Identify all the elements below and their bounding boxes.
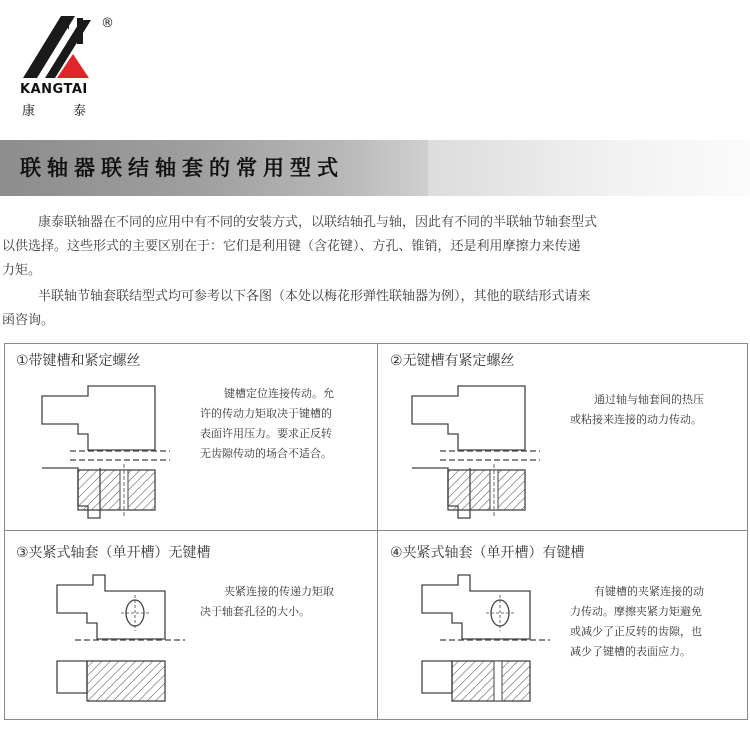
cell-1-coupling-drawing <box>30 376 175 526</box>
cell-4-desc-line: 有键槽的夹紧连接的动 <box>594 585 704 598</box>
cell-4-title: ④夹紧式轴套（单开槽）有键槽 <box>390 545 585 561</box>
registered-mark: ® <box>101 16 114 31</box>
cell-3-coupling-drawing <box>45 565 195 715</box>
grid-divider-vertical <box>377 343 378 719</box>
brand-name-en: KANGTAI <box>20 82 88 97</box>
cell-2-desc-line: 通过轴与轴套间的热压 <box>594 393 704 406</box>
intro-p2-line: 函咨询。 <box>2 313 55 328</box>
cell-3-title: ③夹紧式轴套（单开槽）无键槽 <box>16 545 211 561</box>
cell-1-description <box>200 384 334 464</box>
cell-1-desc-line: 无齿隙传动的场合不适合。 <box>200 447 332 460</box>
brand-name-cn-1: 康 <box>22 104 36 119</box>
intro-p1-line: 康泰联轴器在不同的应用中有不同的安装方式，以联结轴孔与轴，因此有不同的半联轴节轴套型式 <box>38 215 598 230</box>
cell-3-desc-line: 夹紧连接的传递力矩取 <box>224 585 334 598</box>
cell-1-desc-line: 键槽定位连接传动。允 <box>224 387 334 400</box>
cell-2-desc-line: 或粘接来连接的动力传动。 <box>570 413 702 426</box>
intro-p2-line: 半联轴节轴套联结型式均可参考以下各图（本处以梅花形弹性联轴器为例），其他的联结形式请来 <box>38 289 591 304</box>
intro-p1-line: 力矩。 <box>2 263 42 278</box>
cell-3-description <box>200 582 334 622</box>
cell-4-description <box>570 582 704 662</box>
cell-2-description <box>570 390 704 430</box>
grid-divider-horizontal <box>4 530 747 531</box>
cell-4-desc-line: 减少了键槽的表面应力。 <box>570 645 691 658</box>
cell-2-coupling-drawing <box>400 376 545 526</box>
cell-2-title: ②无键槽有紧定螺丝 <box>390 353 515 369</box>
intro-p1-line: 以供选择。这些形式的主要区别在于：它们是利用键（含花键）、方孔、锥销，还是利用摩擦力来传递 <box>2 239 581 254</box>
cell-4-coupling-drawing <box>410 565 560 715</box>
kangtai-logo-mark-icon <box>15 8 105 86</box>
brand-name-cn-2: 泰 <box>73 104 87 119</box>
cell-1-desc-line: 表面许用压力。要求正反转 <box>200 427 332 440</box>
cell-1-desc-line: 许的传动力矩取决于键槽的 <box>200 407 332 420</box>
cell-4-desc-line: 力传动。摩擦夹紧力矩避免 <box>570 605 702 618</box>
cell-3-desc-line: 决于轴套孔径的大小。 <box>200 605 310 618</box>
kangtai-logo <box>15 8 114 119</box>
section-banner-fade <box>428 140 750 196</box>
section-title: 联轴器联结轴套的常用型式 <box>20 155 344 180</box>
cell-4-desc-line: 或减少了正反转的齿隙，也 <box>570 625 702 638</box>
cell-1-title: ①带键槽和紧定螺丝 <box>16 353 141 369</box>
